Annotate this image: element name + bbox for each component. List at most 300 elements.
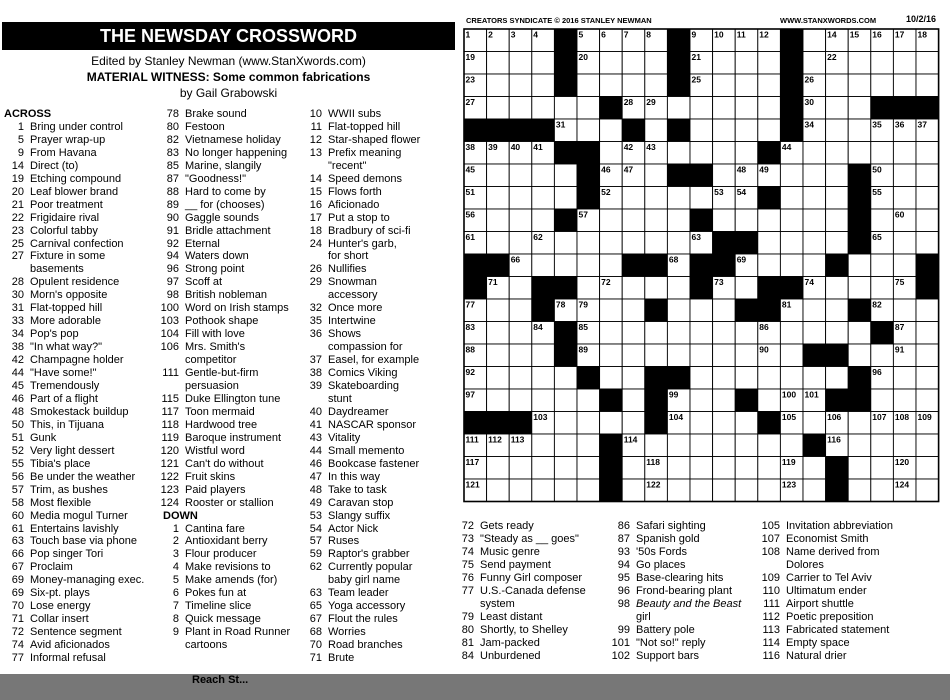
grid-cell[interactable] <box>690 457 713 480</box>
clue-text: Trim, as bushes <box>30 483 108 496</box>
grid-cell[interactable] <box>848 479 871 502</box>
grid-cell[interactable] <box>848 457 871 480</box>
grid-cell[interactable] <box>532 434 555 457</box>
grid-cell[interactable] <box>713 434 736 457</box>
grid-cell[interactable] <box>893 52 916 75</box>
grid-cell[interactable] <box>509 277 532 300</box>
grid-cell[interactable] <box>803 322 826 345</box>
grid-cell[interactable] <box>487 97 510 120</box>
grid-cell[interactable] <box>916 164 939 187</box>
grid-cell[interactable] <box>916 74 939 97</box>
grid-cell[interactable] <box>735 209 758 232</box>
grid-cell[interactable] <box>758 389 781 412</box>
grid-cell[interactable] <box>893 164 916 187</box>
clue-text: British nobleman <box>185 289 267 302</box>
grid-cell[interactable] <box>871 457 894 480</box>
grid-cell[interactable] <box>600 299 623 322</box>
grid-cell[interactable] <box>893 299 916 322</box>
grid-cell[interactable] <box>600 367 623 390</box>
clue <box>302 289 462 302</box>
grid-cell[interactable] <box>532 344 555 367</box>
grid-cell[interactable] <box>916 457 939 480</box>
grid-cell[interactable] <box>509 209 532 232</box>
grid-cell[interactable] <box>803 479 826 502</box>
grid-cell[interactable] <box>554 457 577 480</box>
clue-text: Baroque instrument <box>185 431 281 444</box>
grid-cell[interactable] <box>848 254 871 277</box>
grid-cell[interactable] <box>622 74 645 97</box>
grid-cell[interactable] <box>645 209 668 232</box>
grid-cell[interactable] <box>893 232 916 255</box>
grid-cell[interactable] <box>826 367 849 390</box>
grid-cell[interactable] <box>871 142 894 165</box>
grid-cell[interactable] <box>780 322 803 345</box>
grid-cell[interactable] <box>780 232 803 255</box>
grid-cell[interactable] <box>509 74 532 97</box>
grid-cell[interactable] <box>826 209 849 232</box>
grid-cell[interactable] <box>690 119 713 142</box>
grid-cell[interactable] <box>758 74 781 97</box>
grid-cell[interactable] <box>848 97 871 120</box>
grid-cell[interactable] <box>735 367 758 390</box>
grid-cell[interactable] <box>735 97 758 120</box>
grid-cell[interactable] <box>871 434 894 457</box>
grid-cell[interactable] <box>622 367 645 390</box>
grid-cell[interactable] <box>622 344 645 367</box>
grid-cell[interactable] <box>735 434 758 457</box>
grid-cell[interactable] <box>690 479 713 502</box>
grid-cell[interactable] <box>577 434 600 457</box>
grid-cell[interactable] <box>645 344 668 367</box>
grid-cell[interactable] <box>577 254 600 277</box>
grid-cell[interactable] <box>532 367 555 390</box>
clue-text: Pop singer Tori <box>30 548 104 561</box>
grid-cell[interactable] <box>826 119 849 142</box>
grid-cell[interactable] <box>735 277 758 300</box>
grid-cell[interactable] <box>758 479 781 502</box>
grid-cell[interactable] <box>509 479 532 502</box>
grid-cell[interactable] <box>871 389 894 412</box>
grid-cell[interactable] <box>667 322 690 345</box>
clue-text: Least distant <box>480 610 543 623</box>
grid-cell[interactable] <box>893 187 916 210</box>
grid-cell[interactable] <box>487 209 510 232</box>
grid-cell[interactable] <box>803 254 826 277</box>
grid-cell[interactable] <box>803 164 826 187</box>
grid-cell[interactable] <box>803 299 826 322</box>
grid-cell[interactable] <box>532 97 555 120</box>
grid-cell[interactable] <box>554 389 577 412</box>
grid-cell[interactable] <box>916 434 939 457</box>
grid-cell[interactable] <box>622 479 645 502</box>
clue-number: 84 <box>461 649 474 662</box>
grid-cell[interactable] <box>690 299 713 322</box>
grid-cell[interactable] <box>893 142 916 165</box>
clue-number: 86 <box>617 520 630 532</box>
grid-cell[interactable] <box>803 232 826 255</box>
grid-cell[interactable] <box>600 209 623 232</box>
grid-cell[interactable] <box>735 119 758 142</box>
grid-cell[interactable] <box>848 412 871 435</box>
grid-cell[interactable] <box>690 97 713 120</box>
grid-cell[interactable] <box>487 479 510 502</box>
clue-number: 4 <box>172 561 179 574</box>
grid-cell[interactable] <box>916 389 939 412</box>
grid-cell[interactable] <box>600 142 623 165</box>
grid-cell[interactable] <box>667 457 690 480</box>
grid-cell[interactable] <box>645 322 668 345</box>
grid-cell[interactable] <box>848 434 871 457</box>
cell-number: 49 <box>759 164 769 175</box>
grid-cell[interactable] <box>645 277 668 300</box>
grid-cell[interactable] <box>916 52 939 75</box>
grid-cell[interactable] <box>758 434 781 457</box>
grid-cell[interactable] <box>826 299 849 322</box>
grid-cell[interactable] <box>826 164 849 187</box>
grid-cell[interactable] <box>826 187 849 210</box>
grid-cell[interactable] <box>554 232 577 255</box>
grid-cell[interactable] <box>577 479 600 502</box>
grid-cell[interactable] <box>554 187 577 210</box>
grid-cell[interactable] <box>577 119 600 142</box>
grid-cell[interactable] <box>509 299 532 322</box>
grid-cell[interactable] <box>826 277 849 300</box>
grid-cell[interactable] <box>487 389 510 412</box>
grid-cell[interactable] <box>758 209 781 232</box>
clue-text: Actor Nick <box>328 522 379 535</box>
clue-number: 109 <box>761 571 780 584</box>
grid-cell[interactable] <box>509 164 532 187</box>
grid-cell[interactable] <box>554 254 577 277</box>
grid-cell[interactable] <box>713 479 736 502</box>
grid-cell[interactable] <box>713 344 736 367</box>
clue-text: Gaggle sounds <box>185 211 259 224</box>
grid-cell[interactable] <box>554 367 577 390</box>
grid-cell[interactable] <box>871 479 894 502</box>
grid-cell[interactable] <box>916 232 939 255</box>
grid-cell[interactable] <box>622 389 645 412</box>
clue-number: 76 <box>461 571 474 584</box>
grid-cell[interactable] <box>758 254 781 277</box>
grid-cell[interactable] <box>509 367 532 390</box>
clue-text: Word on Irish stamps <box>185 302 289 315</box>
grid-cell[interactable] <box>735 74 758 97</box>
grid-cell[interactable] <box>532 479 555 502</box>
grid-cell[interactable] <box>690 344 713 367</box>
grid-cell[interactable] <box>780 434 803 457</box>
grid-cell[interactable] <box>780 344 803 367</box>
grid-cell[interactable] <box>758 232 781 255</box>
grid-cell[interactable] <box>690 142 713 165</box>
grid-cell[interactable] <box>803 187 826 210</box>
grid-cell[interactable] <box>916 209 939 232</box>
clue-text: Wistful word <box>185 444 245 457</box>
grid-cell[interactable] <box>713 389 736 412</box>
grid-cell[interactable] <box>509 187 532 210</box>
grid-cell[interactable] <box>713 412 736 435</box>
clue-text: Bradbury of sci-fi <box>328 224 411 237</box>
clue-text: Etching compound <box>30 172 122 185</box>
grid-cell[interactable] <box>509 344 532 367</box>
clue-number: 24 <box>309 237 322 250</box>
grid-cell[interactable] <box>871 344 894 367</box>
grid-cell[interactable] <box>871 209 894 232</box>
clue-text: Snowman <box>328 276 377 289</box>
grid-cell[interactable] <box>916 299 939 322</box>
grid-cell[interactable] <box>487 322 510 345</box>
grid-cell[interactable] <box>667 97 690 120</box>
grid-cell[interactable] <box>622 457 645 480</box>
grid-cell[interactable] <box>645 164 668 187</box>
grid-cell[interactable] <box>713 457 736 480</box>
grid-cell[interactable] <box>577 389 600 412</box>
grid-cell[interactable] <box>893 74 916 97</box>
grid-cell[interactable] <box>713 74 736 97</box>
grid-cell[interactable] <box>554 97 577 120</box>
grid-cell[interactable] <box>803 209 826 232</box>
grid-cell[interactable] <box>577 232 600 255</box>
grid-cell[interactable] <box>622 412 645 435</box>
grid-cell[interactable] <box>826 142 849 165</box>
clue-text: Six-pt. plays <box>30 587 90 600</box>
grid-cell[interactable] <box>667 187 690 210</box>
cell-number: 74 <box>804 277 814 287</box>
grid-cell[interactable] <box>509 322 532 345</box>
clue-number: 124 <box>160 496 179 509</box>
grid-cell[interactable] <box>848 344 871 367</box>
grid-cell[interactable] <box>645 119 668 142</box>
grid-cell[interactable] <box>532 52 555 75</box>
grid-cell[interactable] <box>758 367 781 390</box>
grid-cell[interactable] <box>690 367 713 390</box>
grid-cell[interactable] <box>577 97 600 120</box>
grid-cell[interactable] <box>803 367 826 390</box>
grid-cell[interactable] <box>645 187 668 210</box>
clue-text: Duke Ellington tune <box>185 392 281 405</box>
grid-cell[interactable] <box>487 74 510 97</box>
grid-cell[interactable] <box>780 187 803 210</box>
grid-cell[interactable] <box>871 277 894 300</box>
grid-cell[interactable] <box>487 299 510 322</box>
clue-number: 67 <box>11 561 24 574</box>
grid-cell[interactable] <box>532 457 555 480</box>
grid-cell[interactable] <box>871 74 894 97</box>
clue-number: 77 <box>461 584 474 597</box>
clue-text: Economist Smith <box>786 532 869 545</box>
grid-cell[interactable] <box>735 344 758 367</box>
clue <box>159 225 319 238</box>
grid-cell[interactable] <box>622 322 645 345</box>
grid-cell[interactable] <box>532 187 555 210</box>
grid-cell[interactable] <box>713 164 736 187</box>
grid-cell[interactable] <box>735 412 758 435</box>
grid-cell[interactable] <box>600 344 623 367</box>
grid-cell[interactable] <box>600 119 623 142</box>
clue-number: 9 <box>17 146 24 159</box>
grid-cell[interactable] <box>645 74 668 97</box>
grid-cell[interactable] <box>509 389 532 412</box>
clue-text: Cantina fare <box>185 522 245 535</box>
grid-cell[interactable] <box>848 277 871 300</box>
grid-cell[interactable] <box>509 52 532 75</box>
grid-cell[interactable] <box>690 434 713 457</box>
grid-cell[interactable] <box>577 74 600 97</box>
grid-cell[interactable] <box>487 52 510 75</box>
grid-cell[interactable] <box>893 254 916 277</box>
grid-cell[interactable] <box>803 412 826 435</box>
clue <box>4 484 164 497</box>
grid-cell[interactable] <box>803 142 826 165</box>
grid-cell[interactable] <box>780 367 803 390</box>
clue <box>4 523 164 536</box>
grid-cell[interactable] <box>532 164 555 187</box>
grid-cell[interactable] <box>690 412 713 435</box>
grid-cell[interactable] <box>532 389 555 412</box>
grid-cell[interactable] <box>532 254 555 277</box>
grid-cell[interactable] <box>690 322 713 345</box>
grid-cell[interactable] <box>758 52 781 75</box>
grid-cell[interactable] <box>803 52 826 75</box>
grid-cell[interactable] <box>848 52 871 75</box>
grid-cell[interactable] <box>577 457 600 480</box>
grid-cell[interactable] <box>848 322 871 345</box>
grid-cell[interactable] <box>758 457 781 480</box>
grid-cell[interactable] <box>916 142 939 165</box>
grid-cell[interactable] <box>667 277 690 300</box>
grid-cell[interactable] <box>554 412 577 435</box>
cell-number: 104 <box>668 412 684 422</box>
grid-cell[interactable] <box>667 344 690 367</box>
grid-cell[interactable] <box>622 232 645 255</box>
grid-cell[interactable] <box>780 164 803 187</box>
grid-cell[interactable] <box>826 322 849 345</box>
grid-cell[interactable] <box>893 367 916 390</box>
grid-cell[interactable] <box>758 119 781 142</box>
clue-text: Shows <box>328 328 362 341</box>
grid-cell[interactable] <box>780 254 803 277</box>
grid-cell[interactable] <box>487 367 510 390</box>
clue-number <box>760 559 786 572</box>
clue-number: 104 <box>160 328 179 341</box>
grid-cell[interactable] <box>735 457 758 480</box>
grid-cell[interactable] <box>622 52 645 75</box>
grid-cell[interactable] <box>916 479 939 502</box>
grid-cell[interactable] <box>780 209 803 232</box>
black-square <box>509 412 532 435</box>
grid-cell[interactable] <box>622 209 645 232</box>
grid-cell[interactable] <box>916 187 939 210</box>
grid-cell[interactable] <box>600 52 623 75</box>
grid-cell[interactable] <box>577 277 600 300</box>
clue-text: Leaf blower brand <box>30 185 119 198</box>
grid-cell[interactable] <box>532 209 555 232</box>
grid-cell[interactable] <box>916 367 939 390</box>
grid-cell[interactable] <box>690 389 713 412</box>
grid-cell[interactable] <box>600 74 623 97</box>
grid-cell[interactable] <box>713 209 736 232</box>
grid-cell[interactable] <box>826 97 849 120</box>
clue <box>159 134 319 147</box>
grid-cell[interactable] <box>916 322 939 345</box>
grid-cell[interactable] <box>622 187 645 210</box>
grid-cell[interactable] <box>600 322 623 345</box>
grid-cell[interactable] <box>826 74 849 97</box>
grid-cell[interactable] <box>622 299 645 322</box>
grid-cell[interactable] <box>600 254 623 277</box>
grid-cell[interactable] <box>848 142 871 165</box>
grid-cell[interactable] <box>803 29 826 52</box>
grid-cell[interactable] <box>487 232 510 255</box>
clue-number <box>159 639 185 652</box>
grid-cell[interactable] <box>713 52 736 75</box>
clue <box>159 147 319 160</box>
grid-cell[interactable] <box>622 277 645 300</box>
grid-cell[interactable] <box>667 299 690 322</box>
grid-cell[interactable] <box>667 479 690 502</box>
grid-cell[interactable] <box>871 254 894 277</box>
grid-cell[interactable] <box>509 457 532 480</box>
grid-cell[interactable] <box>713 299 736 322</box>
grid-cell[interactable] <box>487 344 510 367</box>
grid-cell[interactable] <box>577 412 600 435</box>
clue <box>4 445 164 458</box>
grid-cell[interactable] <box>487 164 510 187</box>
grid-cell[interactable] <box>554 434 577 457</box>
grid-cell[interactable] <box>667 209 690 232</box>
grid-cell[interactable] <box>509 232 532 255</box>
grid-cell[interactable] <box>554 164 577 187</box>
grid-cell[interactable] <box>600 412 623 435</box>
grid-cell[interactable] <box>645 434 668 457</box>
grid-cell[interactable] <box>554 479 577 502</box>
clue-number: 2 <box>172 535 179 548</box>
grid-cell[interactable] <box>848 74 871 97</box>
grid-cell[interactable] <box>690 187 713 210</box>
grid-cell[interactable] <box>487 187 510 210</box>
grid-cell[interactable] <box>532 74 555 97</box>
grid-cell[interactable] <box>667 434 690 457</box>
grid-cell[interactable] <box>713 367 736 390</box>
grid-cell[interactable] <box>600 232 623 255</box>
grid-cell[interactable] <box>871 52 894 75</box>
clue <box>302 147 462 160</box>
grid-cell[interactable] <box>713 119 736 142</box>
grid-cell[interactable] <box>803 457 826 480</box>
clue-number: 54 <box>309 522 322 535</box>
grid-cell[interactable] <box>826 232 849 255</box>
grid-cell[interactable] <box>509 97 532 120</box>
grid-cell[interactable] <box>713 142 736 165</box>
grid-cell[interactable] <box>735 479 758 502</box>
grid-cell[interactable] <box>667 142 690 165</box>
clue <box>302 121 462 134</box>
grid-cell[interactable] <box>735 142 758 165</box>
grid-cell[interactable] <box>713 97 736 120</box>
grid-cell[interactable] <box>848 119 871 142</box>
clue <box>159 367 319 380</box>
grid-cell[interactable] <box>893 434 916 457</box>
grid-cell[interactable] <box>645 232 668 255</box>
grid-cell[interactable] <box>893 389 916 412</box>
grid-cell[interactable] <box>713 322 736 345</box>
grid-cell[interactable] <box>916 344 939 367</box>
grid-cell[interactable] <box>758 97 781 120</box>
grid-cell[interactable] <box>645 52 668 75</box>
grid-cell[interactable] <box>667 232 690 255</box>
grid-cell[interactable] <box>487 457 510 480</box>
grid-cell[interactable] <box>735 52 758 75</box>
grid-cell[interactable] <box>735 322 758 345</box>
